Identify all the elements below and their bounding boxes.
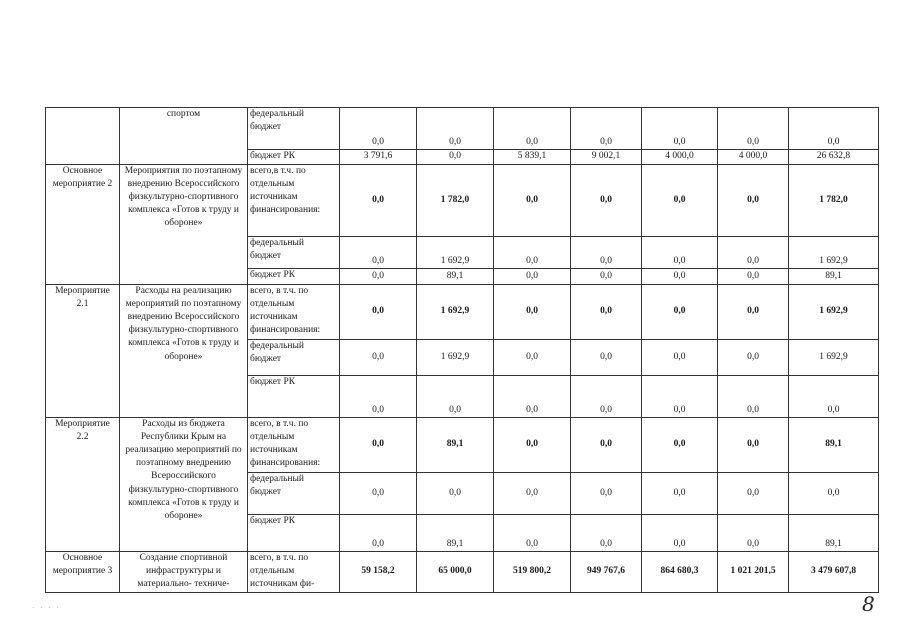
- value-cell: 0,0: [642, 285, 718, 340]
- value-cell: 1 692,9: [789, 340, 879, 376]
- activity-code: [46, 108, 120, 165]
- table-row: [46, 285, 879, 340]
- funding-source-label: федеральный бюджет: [248, 473, 340, 515]
- value-cell: 89,1: [417, 515, 494, 552]
- value-cell: 89,1: [789, 418, 879, 473]
- value-cell: 0,0: [571, 108, 642, 150]
- value-cell: 0,0: [494, 376, 571, 418]
- value-cell: 0,0: [494, 515, 571, 552]
- funding-source-label: бюджет РК: [248, 150, 340, 165]
- value-cell: 0,0: [340, 340, 417, 376]
- value-cell: 1 782,0: [417, 165, 494, 237]
- value-cell: 1 692,9: [417, 237, 494, 269]
- value-cell: 0,0: [417, 108, 494, 150]
- funding-source-label: бюджет РК: [248, 269, 340, 285]
- page-number: 8: [862, 592, 875, 616]
- value-cell: 89,1: [789, 269, 879, 285]
- funding-source-label: бюджет РК: [248, 376, 340, 418]
- value-cell: 26 632,8: [789, 150, 879, 165]
- value-cell: 0,0: [642, 515, 718, 552]
- value-cell: 949 767,6: [571, 552, 642, 593]
- value-cell: 1 692,9: [417, 340, 494, 376]
- activity-description: Расходы из бюджета Республики Крым на реализацию мероприятий по поэтапному внедрению Всероссийского физкультурно-спортивного комплекса «Готов к труду и обороне»: [120, 418, 248, 552]
- activity-code: Основное мероприятие 3: [46, 552, 120, 593]
- value-cell: 0,0: [642, 473, 718, 515]
- funding-source-label: всего, в т.ч. по отдельным источникам финансирования:: [248, 418, 340, 473]
- value-cell: 0,0: [571, 473, 642, 515]
- value-cell: 59 158,2: [340, 552, 417, 593]
- value-cell: 0,0: [642, 418, 718, 473]
- value-cell: 0,0: [571, 340, 642, 376]
- value-cell: 0,0: [417, 376, 494, 418]
- value-cell: 0,0: [494, 237, 571, 269]
- value-cell: 0,0: [340, 165, 417, 237]
- funding-source-label: всего, в т.ч. по отдельным источникам финансирования:: [248, 285, 340, 340]
- value-cell: 0,0: [642, 237, 718, 269]
- value-cell: 0,0: [340, 285, 417, 340]
- value-cell: 65 000,0: [417, 552, 494, 593]
- table-row: [46, 552, 879, 593]
- value-cell: 0,0: [571, 165, 642, 237]
- value-cell: 9 002,1: [571, 150, 642, 165]
- value-cell: 0,0: [340, 376, 417, 418]
- value-cell: 3 791,6: [340, 150, 417, 165]
- value-cell: 0,0: [718, 237, 789, 269]
- value-cell: 0,0: [571, 515, 642, 552]
- value-cell: 0,0: [718, 108, 789, 150]
- value-cell: 0,0: [571, 285, 642, 340]
- value-cell: 0,0: [571, 418, 642, 473]
- value-cell: 0,0: [494, 473, 571, 515]
- value-cell: 0,0: [718, 473, 789, 515]
- activity-description: спортом: [120, 108, 248, 165]
- value-cell: 0,0: [494, 108, 571, 150]
- value-cell: 3 479 607,8: [789, 552, 879, 593]
- budget-table: [45, 107, 879, 593]
- activity-code: Основное мероприятие 2: [46, 165, 120, 285]
- funding-source-label: федеральный бюджет: [248, 340, 340, 376]
- funding-source-label: всего,в т.ч. по отдельным источникам финансирования:: [248, 165, 340, 237]
- value-cell: 864 680,3: [642, 552, 718, 593]
- value-cell: 0,0: [571, 269, 642, 285]
- value-cell: 0,0: [642, 108, 718, 150]
- value-cell: 0,0: [718, 515, 789, 552]
- value-cell: 0,0: [340, 473, 417, 515]
- value-cell: 0,0: [494, 165, 571, 237]
- value-cell: 0,0: [494, 285, 571, 340]
- value-cell: 1 782,0: [789, 165, 879, 237]
- funding-source-label: федеральный бюджет: [248, 108, 340, 150]
- value-cell: 0,0: [789, 473, 879, 515]
- activity-description: Создание спортивной инфраструктуры и материально- техниче-: [120, 552, 248, 593]
- value-cell: 0,0: [718, 285, 789, 340]
- value-cell: 0,0: [642, 376, 718, 418]
- value-cell: 0,0: [718, 269, 789, 285]
- value-cell: 0,0: [642, 340, 718, 376]
- value-cell: 0,0: [340, 515, 417, 552]
- scan-artifact: · · · ·: [32, 604, 61, 612]
- value-cell: 0,0: [789, 376, 879, 418]
- value-cell: 4 000,0: [642, 150, 718, 165]
- value-cell: 5 839,1: [494, 150, 571, 165]
- value-cell: 0,0: [494, 269, 571, 285]
- value-cell: 519 800,2: [494, 552, 571, 593]
- value-cell: 1 692,9: [789, 285, 879, 340]
- value-cell: 4 000,0: [718, 150, 789, 165]
- activity-description: Расходы на реализацию мероприятий по поэтапному внедрению Всероссийского физкультурно-спортивного комплекса «Готов к труду и обороне»: [120, 285, 248, 418]
- value-cell: 0,0: [642, 269, 718, 285]
- table-row: [46, 418, 879, 473]
- value-cell: 1 692,9: [789, 237, 879, 269]
- activity-code: Мероприятие 2.1: [46, 285, 120, 418]
- activity-code: Мероприятие 2.2: [46, 418, 120, 552]
- value-cell: 0,0: [718, 340, 789, 376]
- funding-source-label: федеральный бюджет: [248, 237, 340, 269]
- value-cell: 0,0: [417, 473, 494, 515]
- value-cell: 89,1: [417, 418, 494, 473]
- value-cell: 0,0: [340, 418, 417, 473]
- value-cell: 0,0: [718, 418, 789, 473]
- value-cell: 0,0: [571, 237, 642, 269]
- value-cell: 0,0: [789, 108, 879, 150]
- value-cell: 89,1: [417, 269, 494, 285]
- value-cell: 0,0: [494, 418, 571, 473]
- value-cell: 0,0: [417, 150, 494, 165]
- value-cell: 89,1: [789, 515, 879, 552]
- value-cell: 0,0: [340, 269, 417, 285]
- value-cell: 1 692,9: [417, 285, 494, 340]
- value-cell: 0,0: [718, 165, 789, 237]
- activity-description: Мероприятия по поэтапному внедрению Всероссийского физкультурно-спортивного комплекса «Готов к труду и обороне»: [120, 165, 248, 285]
- value-cell: 0,0: [494, 340, 571, 376]
- funding-source-label: бюджет РК: [248, 515, 340, 552]
- table-row: [46, 108, 879, 150]
- table-row: [46, 165, 879, 237]
- value-cell: 0,0: [718, 376, 789, 418]
- value-cell: 0,0: [642, 165, 718, 237]
- value-cell: 0,0: [340, 108, 417, 150]
- value-cell: 1 021 201,5: [718, 552, 789, 593]
- value-cell: 0,0: [571, 376, 642, 418]
- value-cell: 0,0: [340, 237, 417, 269]
- funding-source-label: всего, в т.ч. по отдельным источникам фи-: [248, 552, 340, 593]
